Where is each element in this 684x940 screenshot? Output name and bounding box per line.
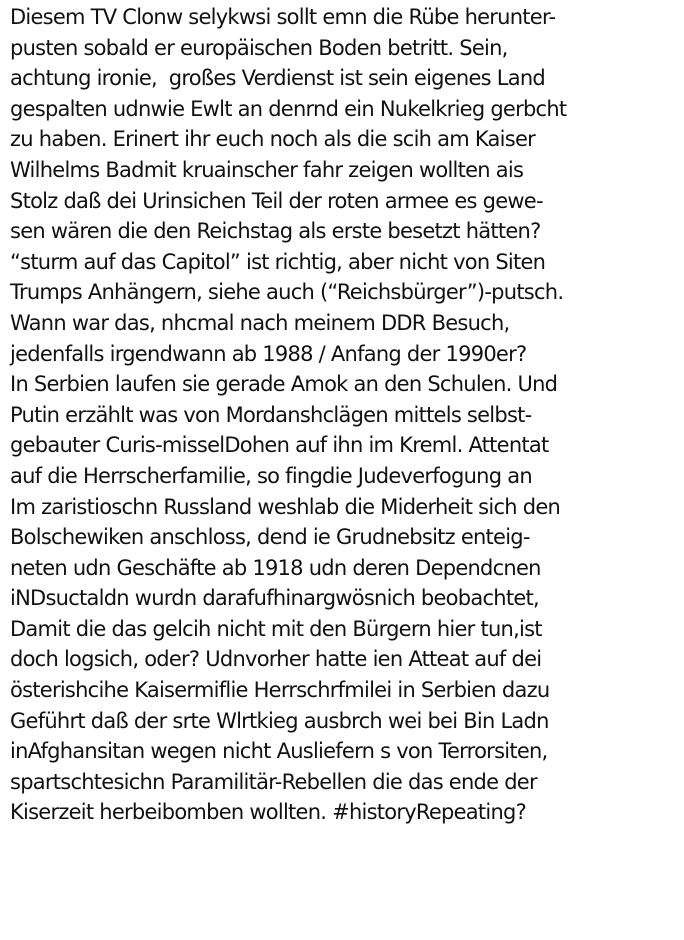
- text-line-9: “sturm auf das Capitol” ist richtig, aber nicht von Siten: [10, 249, 546, 274]
- text-line-14: Putin erzählt was von Mordanshclägen mittels selbst-: [10, 402, 532, 427]
- text-line-21: Damit die das gelcih nicht mit den Bürgern hier tun,ist: [10, 616, 542, 641]
- text-line-7: Stolz daß dei Urinsichen Teil der roten armee es gewe-: [10, 188, 543, 213]
- text-line-4: gespalten udnwie Ewlt an denrnd ein Nukelkrieg gerbcht: [10, 96, 567, 121]
- text-line-17: Im zaristioschn Russland weshlab die Miderheit sich den: [10, 494, 561, 519]
- text-line-19: neten udn Geschäfte ab 1918 udn deren Dependcnen: [10, 555, 541, 580]
- text-line-26: spartschtesichn Paramilitär-Rebellen die das ende der: [10, 769, 537, 794]
- text-line-13: In Serbien laufen sie gerade Amok an den Schulen. Und: [10, 372, 558, 397]
- text-line-27: Kiserzeit herbeibomben wollten. #historyRepeating?: [10, 800, 526, 825]
- document-page: [10, 0, 680, 940]
- text-line-20: iNDsuctaldn wurdn darafufhinargwösnich beobachtet,: [10, 586, 539, 611]
- text-line-6: Wilhelms Badmit kruainscher fahr zeigen wollten ais: [10, 157, 524, 182]
- text-line-12: jedenfalls irgendwann ab 1988 / Anfang der 1990er?: [10, 341, 527, 366]
- text-line-3: achtung ironie, großes Verdienst ist sein eigenes Land: [10, 66, 545, 91]
- text-line-25: inAfghansitan wegen nicht Ausliefern s von Terrorsiten,: [10, 739, 548, 764]
- text-line-23: österishcihe Kaisermiflie Herrschrfmilei in Serbien dazu: [10, 678, 550, 703]
- text-line-2: pusten sobald er europäischen Boden betritt. Sein,: [10, 35, 508, 60]
- text-line-16: auf die Herrscherfamilie, so fingdie Judeverfogung an: [10, 463, 532, 488]
- text-line-18: Bolschewiken anschloss, dend ie Grudnebsitz enteig-: [10, 525, 530, 550]
- text-line-5: zu haben. Erinert ihr euch noch als die scih am Kaiser: [10, 127, 535, 152]
- text-line-1: Diesem TV Clonw selykwsi sollt emn die Rübe herunter-: [10, 5, 556, 29]
- text-line-11: Wann war das, nhcmal nach meinem DDR Besuch,: [10, 310, 510, 335]
- text-line-10: Trumps Anhängern, siehe auch (“Reichsbürger”)-putsch.: [10, 280, 564, 305]
- text-line-15: gebauter Curis-misselDohen auf ihn im Kreml. Attentat: [10, 433, 549, 458]
- text-line-24: Geführt daß der srte Wlrtkieg ausbrch wei bei Bin Ladn: [10, 708, 549, 733]
- text-line-8: sen wären die den Reichstag als erste besetzt hätten?: [10, 219, 541, 244]
- text-line-22: doch logsich, oder? Udnvorher hatte ien Atteat auf dei: [10, 647, 542, 672]
